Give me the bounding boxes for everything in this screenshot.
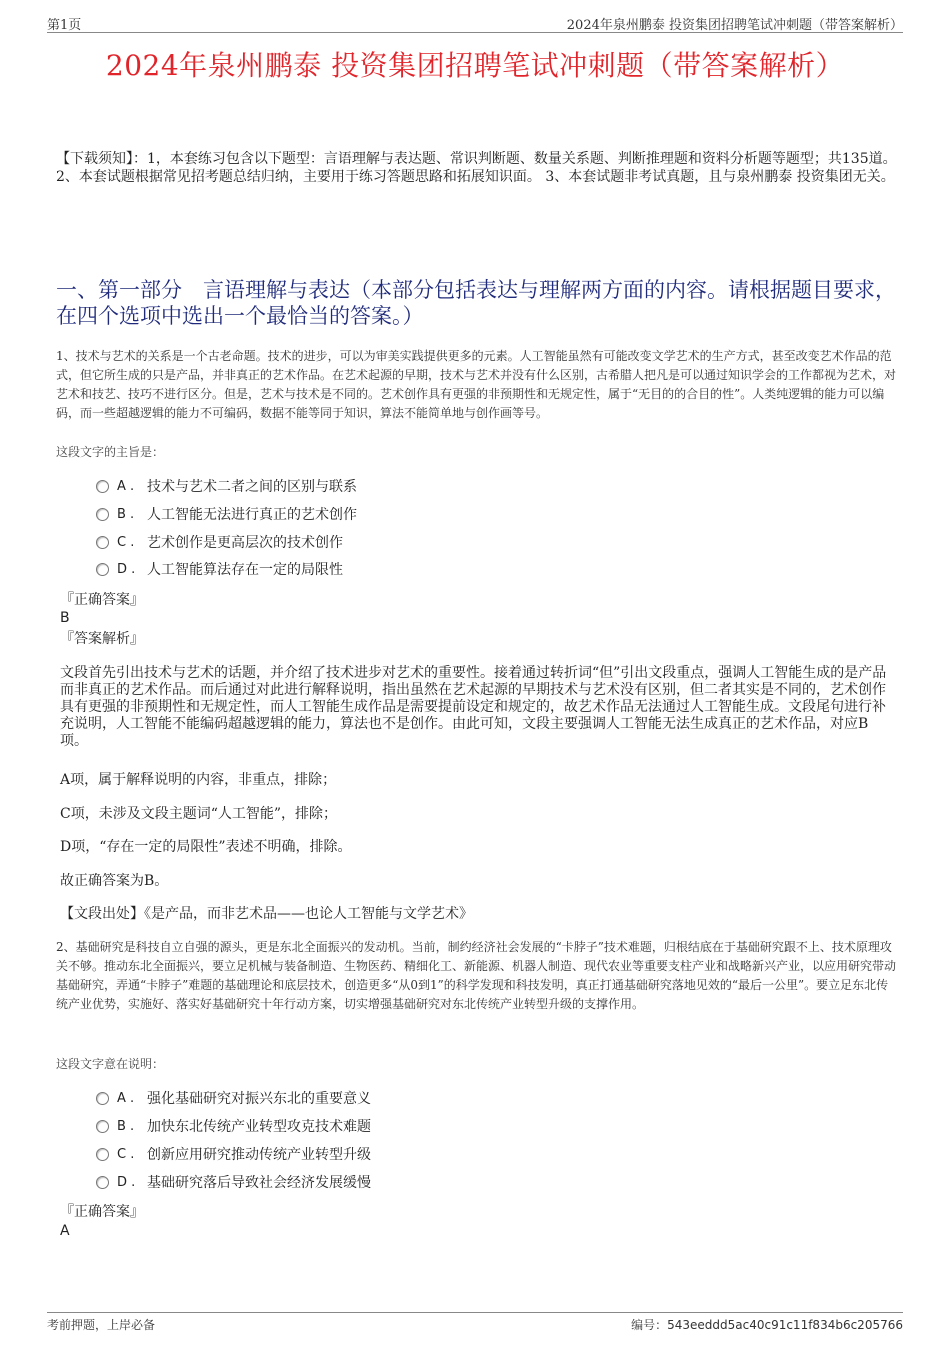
q1-answer-label: 『正确答案』 xyxy=(60,592,144,608)
question-2-text: 2、基础研究是科技自立自强的源头，更是东北全面振兴的发动机。当前，制约经济社会发展的“卡脖子”技术难题，归根结底在于基础研究跟不上、技术原理攻关不够。推动东北全面振兴，要立足机械与装备制造、生物医药、精细化工、新能源、机器人制造、现代农业等重要支柱产业和战略新兴产业，以应用研究带动基础研究，弄通“卡脖子”难题的基础理论和底层技术，创造更多“从0到1”的科学发现和科技发明，真正打通基础研究落地见效的“最后一公里”。要立足东北传统产业优势，实施好、落实好基础研究十年行动方案，切实增强基础研究对东北传统产业转型升级的支撑作用。 xyxy=(56,940,897,1011)
option-text: 人工智能无法进行真正的艺术创作 xyxy=(147,507,357,523)
radio-icon[interactable] xyxy=(96,480,109,493)
q2-answer-label: 『正确答案』 xyxy=(60,1204,144,1220)
q2-option-c[interactable]: C . 创新应用研究推动传统产业转型升级 xyxy=(96,1144,371,1164)
question-1-text: 1、技术与艺术的关系是一个古老命题。技术的进步，可以为审美实践提供更多的元素。人工智能虽然有可能改变文学艺术的生产方式，甚至改变艺术作品的范式，但它所生成的只是产品，并非真正的艺术作品。在艺术起源的早期，技术与艺术并没有什么区别，古希腊人把凡是可以通过知识学会的工作都视为艺术，对艺术和技艺、技巧不进行区分。但是，艺术与技术是不同的。艺术创作具有更强的非预期性和无规定性，属于“无目的的合目的性”。人类纯逻辑的能力可以编码，而一些超越逻辑的能力不可编码，数据不能等同于知识，算法不能简单地与创作画等号。 xyxy=(56,349,897,420)
page-footer xyxy=(47,1312,903,1332)
document-title: 2024年泉州鹏泰 投资集团招聘笔试冲刺题（带答案解析） xyxy=(105,49,845,82)
q1-option-a[interactable]: A . 技术与艺术二者之间的区别与联系 xyxy=(96,476,357,496)
option-text: 基础研究落后导致社会经济发展缓慢 xyxy=(147,1175,371,1191)
radio-icon[interactable] xyxy=(96,508,109,521)
radio-icon[interactable] xyxy=(96,1148,109,1161)
option-text: 艺术创作是更高层次的技术创作 xyxy=(147,535,343,551)
option-text: 加快东北传统产业转型攻克技术难题 xyxy=(147,1119,371,1135)
q2-option-d[interactable]: D . 基础研究落后导致社会经济发展缓慢 xyxy=(96,1172,371,1192)
question-2-prompt: 这段文字意在说明： xyxy=(56,1057,165,1071)
footer-doc-id: 编号：543eeddd5ac40c91c11f834b6c205766 xyxy=(631,1318,903,1332)
q1-option-d[interactable]: D . 人工智能算法存在一定的局限性 xyxy=(96,559,343,579)
q1-analysis: 文段首先引出技术与艺术的话题，并介绍了技术进步对艺术的重要性。接着通过转折词“但”引出文段重点，强调人工智能生成的是产品而非真正的艺术作品。而后通过对此进行解释说明，指出虽然在艺术起源的早期技术与艺术没有区别，但二者其实是不同的，艺术创作具有更强的非预期性和无规定性，而人工智能生成作品是需要提前设定和规定的，故艺术作品无法通过人工智能生成。文段尾句进行补充说明，人工智能不能编码超越逻辑的能力，算法也不是创作。由此可知，文段主要强调人工智能无法生成真正的艺术作品，对应B项。 xyxy=(60,665,887,749)
q1-option-b[interactable]: B . 人工智能无法进行真正的艺术创作 xyxy=(96,504,357,524)
q1-note-d: D项，“存在一定的局限性”表述不明确，排除。 xyxy=(60,839,352,855)
page-header xyxy=(47,14,903,33)
q1-option-c[interactable]: C . 艺术创作是更高层次的技术创作 xyxy=(96,532,343,552)
radio-icon[interactable] xyxy=(96,1176,109,1189)
q1-analysis-label: 『答案解析』 xyxy=(60,631,144,647)
section-title: 一、第一部分 言语理解与表达（本部分包括表达与理解两方面的内容。请根据题目要求，在四个选项中选出一个最恰当的答案。） xyxy=(56,278,896,328)
q2-option-b[interactable]: B . 加快东北传统产业转型攻克技术难题 xyxy=(96,1116,371,1136)
q1-source: 【文段出处】《是产品，而非艺术品——也论人工智能与文学艺术》 xyxy=(60,906,473,922)
q2-answer: A xyxy=(60,1223,70,1239)
footer-slogan: 考前押题，上岸必备 xyxy=(47,1318,156,1332)
q1-conclusion: 故正确答案为B。 xyxy=(60,873,169,889)
option-text: 人工智能算法存在一定的局限性 xyxy=(147,562,343,578)
page-number: 第1页 xyxy=(47,18,82,33)
radio-icon[interactable] xyxy=(96,1092,109,1105)
radio-icon[interactable] xyxy=(96,536,109,549)
option-text: 技术与艺术二者之间的区别与联系 xyxy=(147,479,357,495)
option-text: 创新应用研究推动传统产业转型升级 xyxy=(147,1147,371,1163)
download-notice: 【下载须知】：1，本套练习包含以下题型：言语理解与表达题、常识判断题、数量关系题、判断推理题和资料分析题等题型；共135道。 2、本套试题根据常见招考题总结归纳，主要用于练习答题思路和拓展知识面。 3、本套试题非考试真题，且与泉州鹏泰 投资集团无关。 xyxy=(56,151,897,185)
q1-answer: B xyxy=(60,610,70,626)
q2-option-a[interactable]: A . 强化基础研究对振兴东北的重要意义 xyxy=(96,1088,371,1108)
radio-icon[interactable] xyxy=(96,1120,109,1133)
q1-note-a: A项，属于解释说明的内容，非重点，排除； xyxy=(60,772,337,788)
radio-icon[interactable] xyxy=(96,563,109,576)
question-1-prompt: 这段文字的主旨是： xyxy=(56,445,165,459)
option-text: 强化基础研究对振兴东北的重要意义 xyxy=(147,1091,371,1107)
header-doc-title: 2024年泉州鹏泰 投资集团招聘笔试冲刺题（带答案解析） xyxy=(566,18,903,33)
q1-note-c: C项，未涉及文段主题词“人工智能”，排除； xyxy=(60,806,338,822)
